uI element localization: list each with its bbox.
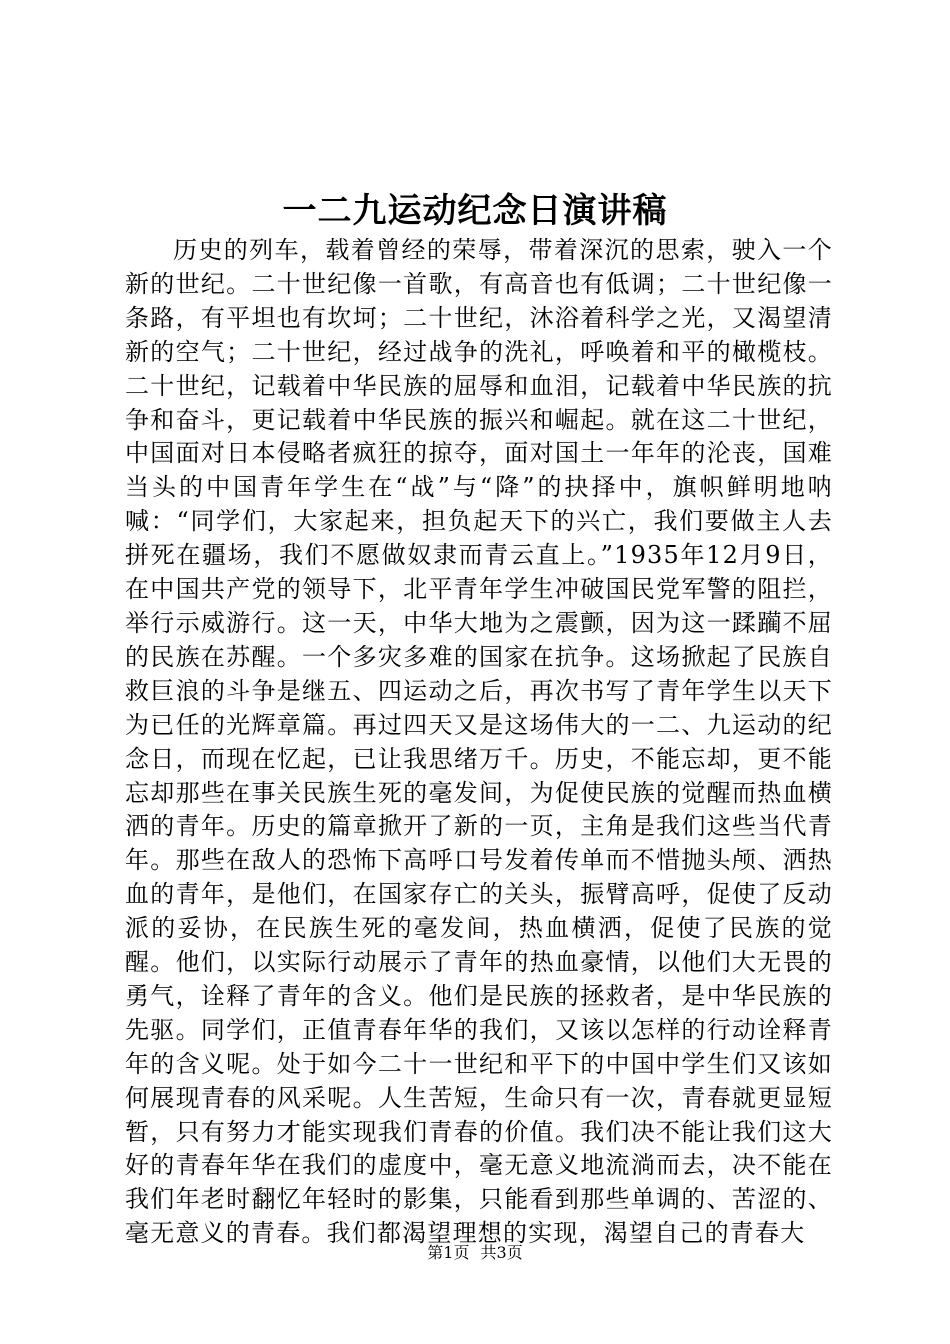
page-footer [0, 1242, 950, 1264]
document-body: 历史的列车，载着曾经的荣辱，带着深沉的思索，驶入一个新的世纪。二十世纪像一首歌，有高音也有低调；二十世纪像一条路，有平坦也有坎坷；二十世纪，沐浴着科学之光，又渴望清新的空气；二十世纪，经过战争的洗礼，呼唤着和平的橄榄枝。二十世纪，记载着中华民族的屈辱和血泪，记载着中华民族的抗争和奋斗，更记载着中华民族的振兴和崛起。就在这二十世纪，中国面对日本侵略者疯狂的掠夺，面对国土一年年的沦丧，国难当头的中国青年学生在“战”与“降”的抉择中，旗帜鲜明地呐喊：“同学们，大家起来，担负起天下的兴亡，我们要做主人去拼死在疆场，我们不愿做奴隶而青云直上。”1935年12月9日，在中国共产党的领导下，北平青年学生冲破国民党军警的阻拦，举行示威游行。这一天，中华大地为之震颤，因为这一蹂躏不屈的民族在苏醒。一个多灾多难的国家在抗争。这场掀起了民族自救巨浪的斗争是继五、四运动之后，再次书写了青年学生以天下为已任的光辉章篇。再过四天又是这场伟大的一二、九运动的纪念日，而现在忆起，已让我思绪万千。历史，不能忘却，更不能忘却那些在事关民族生死的毫发间，为促使民族的觉醒而热血横洒的青年。历史的篇章掀开了新的一页，主角是我们这些当代青年。那些在敌人的恐怖下高呼口号发着传单而不惜抛头颅、洒热血的青年，是他们，在国家存亡的关头，振臂高呼，促使了反动派的妥协，在民族生死的毫发间，热血横洒，促使了民族的觉醒。他们，以实际行动展示了青年的热血豪情，以他们大无畏的勇气，诠释了青年的含义。他们是民族的拯救者，是中华民族的先驱。同学们，正值青春年华的我们，又该以怎样的行动诠释青年的含义呢。处于如今二十一世纪和平下的中国中学生们又该如何展现青春的风采呢。人生苦短，生命只有一次，青春就更显短暂，只有努力才能实现我们青春的价值。我们决不能让我们这大好的青春年华在我们的虚度中，毫无意义地流淌而去，决不能在我们年老时翻忆年轻时的影集，只能看到那些单调的、苦涩的、毫无意义的青春。我们都渴望理想的实现，渴望自己的青春大 [125, 236, 833, 1248]
page-number-total: 共3页 [480, 1243, 523, 1262]
document-title: 一二九运动纪念日演讲稿 [282, 191, 668, 231]
page-number-current: 第1页 [427, 1243, 470, 1262]
